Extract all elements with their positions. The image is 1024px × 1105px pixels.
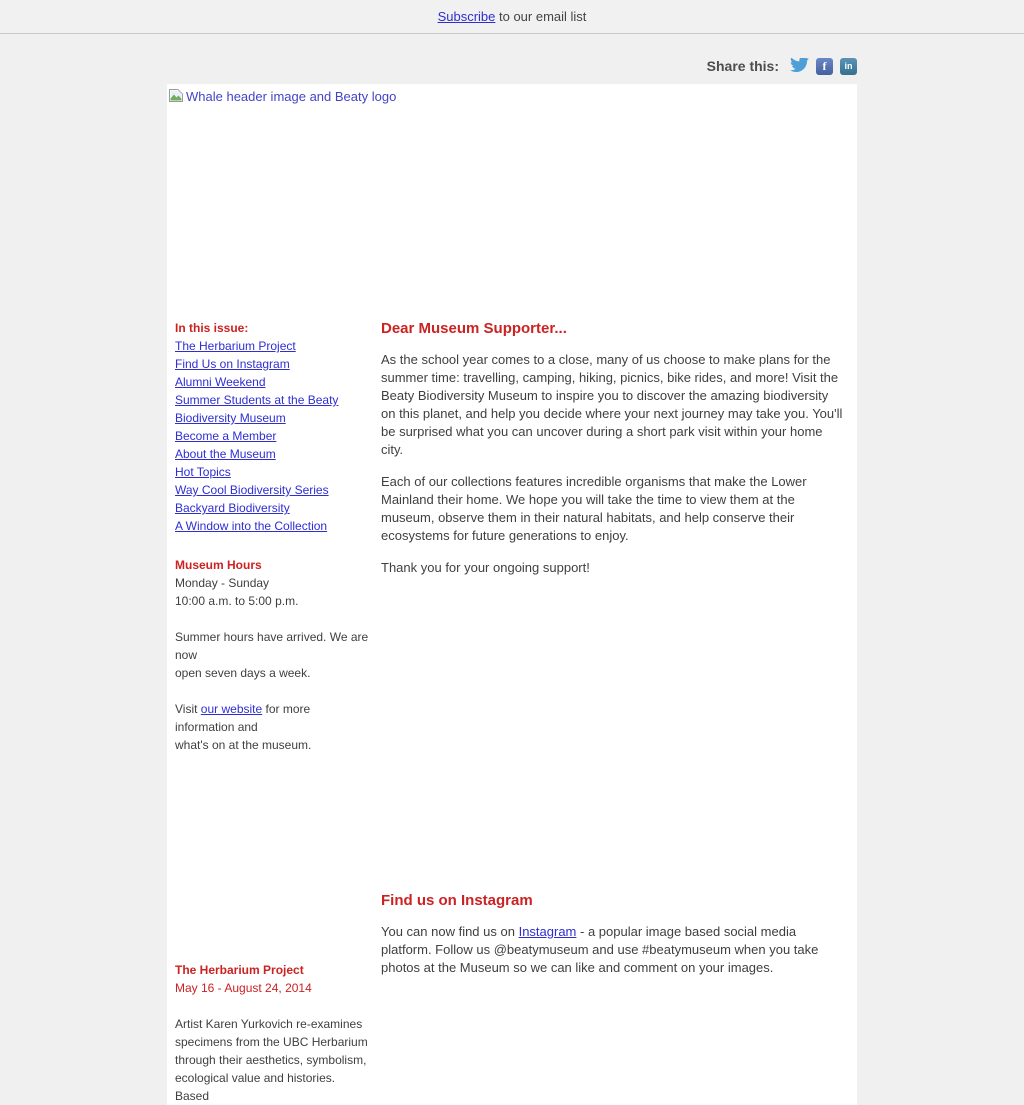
list-item (175, 373, 371, 391)
sidebar-spacer (175, 754, 371, 959)
sidebar (167, 317, 381, 1105)
summer-hours-line2: open seven days a week. (175, 666, 311, 680)
linkedin-share-icon[interactable]: in (840, 58, 857, 75)
issue-link-summer-students[interactable]: Summer Students at the Beaty (175, 393, 339, 407)
herbarium-project-dates: May 16 - August 24, 2014 (175, 981, 312, 995)
issue-link-herbarium-project[interactable]: The Herbarium Project (175, 339, 296, 353)
list-item (175, 463, 371, 481)
museum-hours-days: Monday - Sunday (175, 576, 270, 590)
list-item (175, 391, 371, 409)
header-image-link[interactable] (169, 89, 857, 104)
issue-link-about-the-museum[interactable]: About the Museum (175, 447, 276, 461)
main-column (381, 317, 857, 1105)
instagram-link[interactable]: Instagram (518, 924, 577, 939)
supporter-paragraph-1: As the school year comes to a close, many of us choose to make plans for the summer time: travelling, camping, hiking, picnics, bike rides, and more! Visit the Beaty Biodiversity Museum to inspire you to discover the amazing biodiversity on this planet, and help you decide where your next journey may take you. You'll be surprised what you can uncover during a short park visit within your home city. (381, 352, 843, 457)
list-item (175, 445, 371, 463)
visit-mid: for more information and (175, 702, 311, 734)
herbarium-project-description (175, 1015, 371, 1105)
main-spacer (381, 591, 846, 889)
share-row (167, 56, 857, 76)
issue-link-hot-topics[interactable]: Hot Topics (175, 465, 231, 479)
in-this-issue-heading: In this issue: (175, 321, 249, 335)
supporter-paragraph-2: Each of our collections features incredible organisms that make the Lower Mainland their home. We hope you will take the time to view them at the museum, observe them in their natural habitats, and help conserve their ecosystems for future generations to enjoy. (381, 474, 807, 543)
visit-prefix: Visit (175, 702, 201, 716)
museum-hours-heading: Museum Hours (175, 558, 262, 572)
subscribe-bar (0, 0, 1024, 34)
list-item (175, 409, 371, 427)
issue-link-backyard-biodiversity[interactable]: Backyard Biodiversity (175, 501, 290, 515)
header-image-alt-text: Whale header image and Beaty logo (186, 89, 397, 104)
issue-link-window-into-collection[interactable]: A Window into the Collection (175, 519, 328, 533)
twitter-share-icon[interactable] (790, 58, 809, 74)
herbarium-desc-line1: Artist Karen Yurkovich re-examines (175, 1017, 363, 1031)
list-item (175, 427, 371, 445)
visit-website-line1 (175, 700, 371, 736)
subscribe-bar-text: to our email list (495, 9, 587, 24)
issue-link-biodiversity-museum[interactable]: Biodiversity Museum (175, 411, 286, 425)
facebook-share-icon[interactable]: f (816, 58, 833, 75)
issue-links-list (175, 337, 371, 535)
subscribe-link[interactable]: Subscribe (437, 9, 496, 24)
visit-website-note (175, 700, 371, 754)
herbarium-project-heading: The Herbarium Project (175, 963, 304, 977)
content-columns (167, 317, 857, 1105)
supporter-paragraph-3: Thank you for your ongoing support! (381, 560, 590, 575)
email-container (167, 84, 857, 1105)
list-item (175, 481, 371, 499)
herbarium-desc-line3: through their aesthetics, symbolism, (175, 1053, 367, 1067)
instagram-text-suffix: - a popular image based social media platform. Follow us @beatymuseum and use #beatymuseum when you take photos at the Museum so we can like and comment on your images. (381, 924, 819, 975)
broken-image-icon (169, 89, 184, 103)
summer-hours-line1: Summer hours have arrived. We are now (175, 630, 369, 662)
herbarium-desc-line2: specimens from the UBC Herbarium (175, 1035, 368, 1049)
issue-link-alumni-weekend[interactable]: Alumni Weekend (175, 375, 266, 389)
list-item (175, 337, 371, 355)
herbarium-desc-line4: ecological value and histories. Based (175, 1071, 336, 1103)
instagram-text-prefix: You can now find us on (381, 924, 519, 939)
list-item (175, 517, 371, 535)
museum-hours-times: 10:00 a.m. to 5:00 p.m. (175, 594, 299, 608)
instagram-heading: Find us on Instagram (381, 892, 533, 909)
issue-link-way-cool-series[interactable]: Way Cool Biodiversity Series (175, 483, 329, 497)
instagram-paragraph (381, 923, 846, 977)
our-website-link[interactable]: our website (200, 702, 263, 716)
issue-link-become-a-member[interactable]: Become a Member (175, 429, 277, 443)
list-item (175, 499, 371, 517)
share-this-label: Share this: (706, 58, 779, 74)
summer-hours-note (175, 628, 371, 682)
issue-link-find-us-on-instagram[interactable]: Find Us on Instagram (175, 357, 290, 371)
header-image-area (167, 84, 857, 317)
visit-website-line2: what's on at the museum. (175, 738, 312, 752)
supporter-heading: Dear Museum Supporter... (381, 320, 567, 337)
list-item (175, 355, 371, 373)
